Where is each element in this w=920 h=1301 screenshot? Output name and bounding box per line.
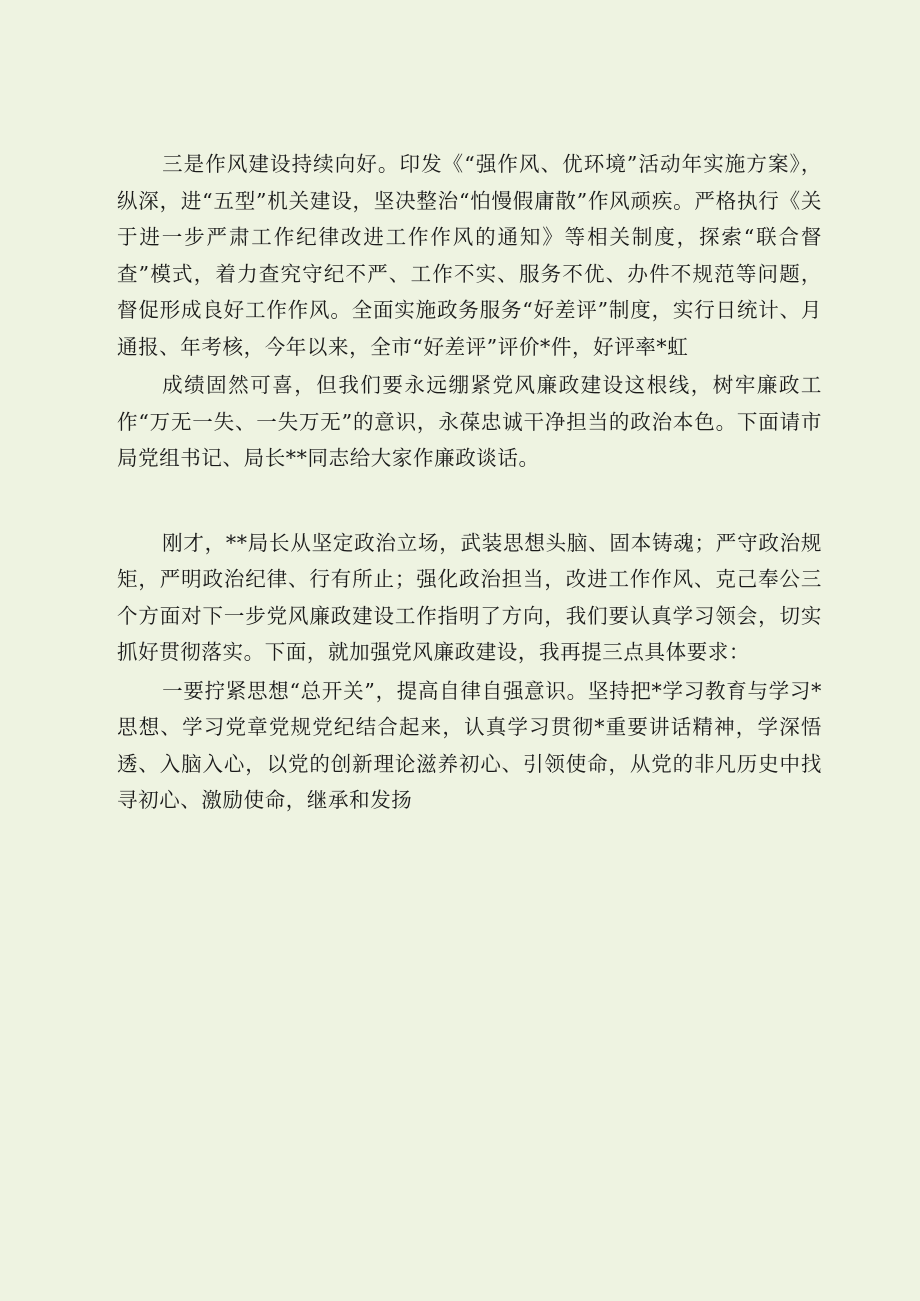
paragraph-summary: 刚才，**局长从坚定政治立场，武装思想头脑、固本铸魂；严守政治规矩，严明政治纪律、行有所止；强化政治担当，改进工作作风、克己奉公三个方面对下一步党风廉政建设工作指明了方向，我们要认真学习领会，切实抓好贯彻落实。下面，就加强党风廉政建设，我再提三点具体要求：	[117, 530, 822, 664]
paragraph-requirement-one: 一要拧紧思想“总开关”，提高自律自强意识。坚持把*学习教育与学习*思想、学习党章党规党纪结合起来，认真学习贯彻*重要讲话精神，学深悟透、入脑入心，以党的创新理论滋养初心、引领使命，从党的非凡历史中找寻初心、激励使命，继承和发扬	[117, 678, 822, 812]
document-body	[117, 146, 822, 819]
paragraph-work-style: 三是作风建设持续向好。印发《“强作风、优环境”活动年实施方案》，纵深，进“五型”机关建设，坚决整治“怕慢假庸散”作风顽疾。严格执行《关于进一步严肃工作纪律改进工作作风的通知》等相关制度，探索“联合督查”模式，着力查究守纪不严、工作不实、服务不优、办件不规范等问题，督促形成良好工作作风。全面实施政务服务“好差评”制度，实行日统计、月通报、年考核，今年以来，全市“好差评”评价*件，好评率*虹	[117, 152, 822, 359]
paragraph-achievements: 成绩固然可喜，但我们要永远绷紧党风廉政建设这根线，树牢廉政工作“万无一失、一失万无”的意识，永葆忠诚干净担当的政治本色。下面请市局党组书记、局长**同志给大家作廉政谈话。	[117, 373, 822, 470]
